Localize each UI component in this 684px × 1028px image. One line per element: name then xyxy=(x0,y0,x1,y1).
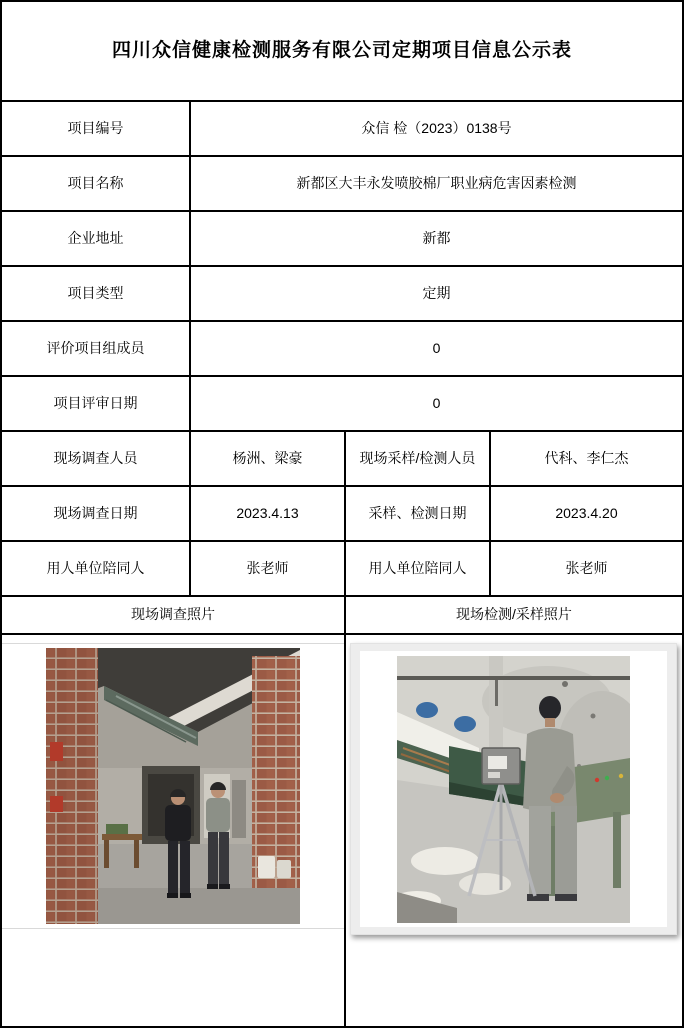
info-table xyxy=(2,2,682,1026)
row-label-evaluation-team: 评价项目组成员 xyxy=(2,322,189,375)
row-value-evaluation-team: 0 xyxy=(191,322,682,375)
row-value-company-address: 新都 xyxy=(191,212,682,265)
row-value-project-type: 定期 xyxy=(191,267,682,320)
row-label-sampling-personnel: 现场采样/检测人员 xyxy=(346,432,489,485)
site-survey-photo xyxy=(46,648,300,924)
sampling-detection-photo xyxy=(397,656,630,923)
row-label-company-address: 企业地址 xyxy=(2,212,189,265)
photo-header-sampling: 现场检测/采样照片 xyxy=(346,597,682,633)
row-value-sampling-date: 2023.4.20 xyxy=(491,487,682,540)
row-value-employer-escort-2: 张老师 xyxy=(491,542,682,595)
row-label-review-date: 项目评审日期 xyxy=(2,377,189,430)
row-label-survey-personnel: 现场调查人员 xyxy=(2,432,189,485)
row-label-project-type: 项目类型 xyxy=(2,267,189,320)
page-title: 四川众信健康检测服务有限公司定期项目信息公示表 xyxy=(2,2,682,100)
photo-cell-sampling xyxy=(346,635,682,1026)
row-label-project-name: 项目名称 xyxy=(2,157,189,210)
photo-header-survey: 现场调查照片 xyxy=(2,597,344,633)
row-label-project-number: 项目编号 xyxy=(2,102,189,155)
row-value-project-number: 众信 检（2023）0138号 xyxy=(191,102,682,155)
row-label-employer-escort-1: 用人单位陪同人 xyxy=(2,542,189,595)
sampling-photo-mat xyxy=(360,651,667,927)
row-value-survey-personnel: 杨洲、梁豪 xyxy=(191,432,344,485)
row-label-sampling-date: 采样、检测日期 xyxy=(346,487,489,540)
row-label-survey-date: 现场调查日期 xyxy=(2,487,189,540)
row-value-sampling-personnel: 代科、李仁杰 xyxy=(491,432,682,485)
row-label-employer-escort-2: 用人单位陪同人 xyxy=(346,542,489,595)
survey-photo-frame xyxy=(2,643,344,929)
row-value-review-date: 0 xyxy=(191,377,682,430)
sampling-photo-card xyxy=(350,643,677,935)
row-value-employer-escort-1: 张老师 xyxy=(191,542,344,595)
photo-cell-survey xyxy=(2,635,344,1026)
row-value-project-name: 新都区大丰永发喷胶棉厂职业病危害因素检测 xyxy=(191,157,682,210)
row-value-survey-date: 2023.4.13 xyxy=(191,487,344,540)
